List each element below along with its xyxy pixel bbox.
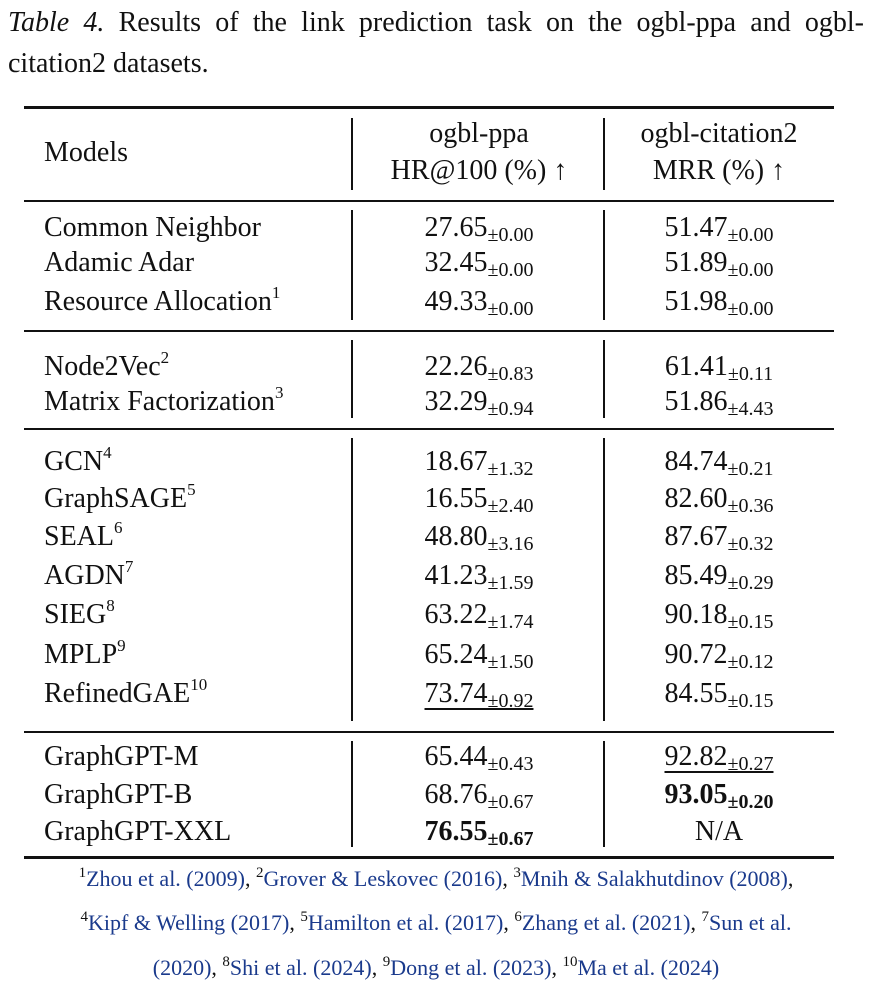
citation2-value-cell — [605, 212, 833, 246]
model-name: Resource Allocation — [44, 286, 272, 317]
metric-mean: 84.74 — [664, 446, 728, 477]
ppa-value-cell — [354, 386, 604, 420]
separator: , — [289, 910, 301, 935]
model-name: SIEG — [44, 599, 107, 630]
citation2-value-cell — [605, 286, 833, 320]
bottom-rule — [24, 856, 834, 859]
metric-std: ±0.00 — [727, 224, 774, 246]
citation2-value-cell — [605, 521, 833, 555]
metric-std: ±2.40 — [487, 495, 534, 517]
header-citation2-metric: MRR (%) ↑ — [652, 155, 786, 186]
fn-mark-5: 5 — [300, 909, 308, 925]
metric-mean: 41.23 — [424, 560, 488, 591]
metric-mean: 32.45 — [424, 247, 488, 278]
ppa-value-cell — [354, 212, 604, 246]
separator: , — [211, 955, 223, 980]
metric-mean: 51.89 — [664, 247, 728, 278]
separator: , — [502, 866, 514, 891]
model-name-cell — [44, 675, 208, 710]
metric-std: ±0.67 — [487, 791, 534, 813]
caption-label: Table 4. — [8, 7, 105, 38]
footnote-marker: 2 — [160, 348, 170, 367]
metric-value — [664, 351, 774, 385]
citation2-value-cell — [605, 351, 833, 385]
footnotes-2 — [8, 910, 864, 936]
fn-mark-9: 9 — [382, 954, 391, 970]
model-name: GraphGPT-XXL — [44, 816, 232, 847]
fn-mark-7: 7 — [701, 909, 709, 925]
metric-mean: 22.26 — [424, 351, 488, 382]
metric-value — [664, 741, 774, 775]
fn-mark-1: 1 — [78, 865, 87, 881]
model-name-cell — [44, 247, 194, 279]
fn-mark-3: 3 — [513, 865, 521, 881]
metric-value — [424, 779, 534, 813]
metric-std: ±0.15 — [727, 690, 774, 712]
metric-std: ±0.29 — [727, 572, 774, 594]
metric-std: ±1.59 — [487, 572, 534, 594]
metric-mean: 18.67 — [424, 446, 488, 477]
citation2-value-cell — [605, 779, 833, 813]
metric-mean: 65.44 — [424, 741, 488, 772]
model-name-cell — [44, 348, 170, 383]
ref-link-7-year[interactable]: (2020) — [152, 955, 212, 980]
metric-std: ±1.32 — [487, 458, 534, 480]
metric-value — [424, 386, 534, 420]
ppa-value-cell — [354, 446, 604, 480]
metric-mean: 76.55 — [424, 816, 488, 847]
col-separator-1 — [351, 210, 353, 320]
metric-mean: 85.49 — [664, 560, 728, 591]
ppa-value-cell — [354, 779, 604, 813]
metric-mean: 63.22 — [424, 599, 488, 630]
fn-mark-10: 10 — [562, 954, 578, 970]
metric-value — [424, 351, 534, 385]
group-rule-3 — [24, 731, 834, 733]
metric-std: ±1.74 — [487, 611, 534, 633]
metric-value — [664, 639, 774, 673]
ppa-value-cell — [354, 560, 604, 594]
model-name-cell — [44, 480, 196, 515]
fn-mark-4: 4 — [80, 909, 89, 925]
col-separator-1 — [351, 741, 353, 847]
header-citation2-name: ogbl-citation2 — [640, 118, 798, 149]
metric-mean: 82.60 — [664, 483, 728, 514]
metric-std: ±1.50 — [487, 651, 534, 673]
metric-value — [424, 483, 534, 517]
model-name-cell — [44, 443, 112, 478]
metric-std: ±0.00 — [727, 298, 774, 320]
metric-std: ±0.94 — [487, 398, 534, 420]
metric-value — [424, 816, 534, 850]
metric-value — [424, 247, 534, 281]
top-rule — [24, 106, 834, 109]
ppa-value-cell — [354, 286, 604, 320]
table-caption — [8, 2, 864, 84]
ppa-value-cell — [354, 816, 604, 850]
model-name: Node2Vec — [44, 351, 161, 382]
header-models: Models — [44, 137, 128, 168]
metric-value — [664, 446, 774, 480]
metric-mean: 51.47 — [664, 212, 728, 243]
metric-mean: 90.18 — [664, 599, 728, 630]
citation2-value-cell — [605, 247, 833, 281]
separator: , — [503, 910, 515, 935]
metric-value — [664, 779, 774, 813]
model-name-cell — [44, 816, 231, 848]
footnote-marker: 10 — [190, 675, 208, 694]
footnote-marker: 5 — [187, 480, 196, 499]
model-name: Adamic Adar — [44, 247, 195, 278]
metric-std: ±0.00 — [487, 298, 534, 320]
separator: , — [371, 955, 383, 980]
model-name-cell — [44, 383, 284, 418]
model-name: GraphSAGE — [44, 483, 188, 514]
metric-value — [664, 286, 774, 320]
footnote-line-3 — [8, 955, 864, 981]
model-name: MPLP — [44, 639, 118, 670]
citation2-value-cell — [605, 483, 833, 517]
metric-value — [664, 247, 774, 281]
model-name-cell — [44, 636, 126, 671]
footnote-line-1 — [8, 866, 864, 892]
ref-link-8[interactable]: Shi et al. (2024) — [229, 955, 372, 980]
metric-mean: 61.41 — [664, 351, 728, 382]
footnote-marker: 9 — [117, 636, 126, 655]
group-rule-1 — [24, 330, 834, 332]
metric-mean: 92.82 — [664, 741, 728, 772]
footnote-marker: 3 — [274, 383, 284, 402]
ref-link-9[interactable]: Dong et al. (2023) — [390, 955, 552, 980]
citation2-value-cell — [605, 446, 833, 480]
model-name-cell — [44, 741, 199, 773]
col-separator-1 — [351, 118, 353, 190]
metric-std: ±0.00 — [487, 224, 534, 246]
metric-value — [664, 483, 774, 517]
footnote-marker: 4 — [103, 443, 112, 462]
model-name: RefinedGAE — [44, 678, 191, 709]
ref-link-6[interactable]: Zhang et al. (2021) — [521, 910, 691, 935]
header-ppa-metric: HR@100 (%) ↑ — [390, 155, 568, 186]
metric-std: ±3.16 — [487, 533, 534, 555]
metric-std: ±0.83 — [487, 363, 534, 385]
separator: , — [787, 866, 794, 891]
metric-value — [424, 678, 534, 712]
footnotes-3 — [8, 955, 864, 981]
citation2-value-cell — [605, 816, 833, 848]
metric-mean: 48.80 — [424, 521, 488, 552]
metric-mean: 65.24 — [424, 639, 488, 670]
metric-std: ±0.15 — [727, 611, 774, 633]
model-name: GraphGPT-B — [44, 779, 193, 810]
metric-mean: N/A — [694, 816, 744, 847]
metric-value — [424, 560, 534, 594]
citation2-value-cell — [605, 639, 833, 673]
metric-value — [424, 286, 534, 320]
metric-mean: 16.55 — [424, 483, 488, 514]
metric-mean: 68.76 — [424, 779, 488, 810]
metric-std: ±0.20 — [727, 791, 774, 813]
model-name-cell — [44, 557, 134, 592]
ref-link-3[interactable]: Mnih & Salakhutdinov (2008) — [520, 866, 788, 891]
metric-mean: 73.74 — [424, 678, 488, 709]
metric-mean: 32.29 — [424, 386, 488, 417]
citation2-value-cell — [605, 599, 833, 633]
fn-mark-2: 2 — [255, 865, 264, 881]
metric-mean: 84.55 — [664, 678, 728, 709]
footnote-marker: 8 — [106, 596, 115, 615]
metric-mean: 93.05 — [664, 779, 728, 810]
ref-link-2[interactable]: Grover & Leskovec (2016) — [263, 866, 503, 891]
separator: , — [244, 866, 256, 891]
metric-std: ±0.92 — [487, 690, 534, 712]
citation2-value-cell — [605, 560, 833, 594]
metric-value — [424, 599, 534, 633]
metric-mean: 49.33 — [424, 286, 488, 317]
footnotes — [8, 866, 864, 892]
ref-link-5[interactable]: Hamilton et al. (2017) — [307, 910, 504, 935]
metric-std: ±0.27 — [727, 753, 774, 775]
ppa-value-cell — [354, 678, 604, 712]
ref-link-10[interactable]: Ma et al. (2024) — [577, 955, 720, 980]
metric-value — [664, 212, 774, 246]
footnote-marker: 1 — [271, 283, 281, 302]
ref-link-4[interactable]: Kipf & Welling (2017) — [88, 910, 290, 935]
footnote-marker: 7 — [124, 557, 134, 576]
ppa-value-cell — [354, 599, 604, 633]
ppa-value-cell — [354, 521, 604, 555]
metric-std: ±0.00 — [727, 259, 774, 281]
metric-std: ±0.36 — [727, 495, 774, 517]
ref-link-1[interactable]: Zhou et al. (2009) — [86, 866, 245, 891]
model-name-cell — [44, 518, 123, 553]
metric-value — [664, 560, 774, 594]
col-separator-1 — [351, 438, 353, 721]
metric-value — [424, 212, 534, 246]
metric-value — [424, 741, 534, 775]
metric-mean: 90.72 — [664, 639, 728, 670]
model-name: AGDN — [44, 560, 125, 591]
metric-std: ±0.11 — [727, 363, 774, 385]
header-rule — [24, 200, 834, 202]
metric-std: ±0.21 — [727, 458, 774, 480]
ppa-value-cell — [354, 247, 604, 281]
model-name: Matrix Factorization — [44, 386, 275, 417]
model-name: SEAL — [44, 521, 114, 552]
metric-mean: 51.86 — [664, 386, 728, 417]
model-name-cell — [44, 212, 261, 244]
metric-mean: 51.98 — [664, 286, 728, 317]
metric-std: ±0.43 — [487, 753, 534, 775]
metric-std: ±0.67 — [487, 828, 534, 850]
footnote-marker: 6 — [114, 518, 123, 537]
ppa-value-cell — [354, 351, 604, 385]
metric-std: ±0.12 — [727, 651, 774, 673]
metric-value — [664, 386, 774, 420]
model-name-cell — [44, 283, 281, 318]
fn-mark-6: 6 — [514, 909, 522, 925]
header-ppa-name: ogbl-ppa — [429, 118, 529, 149]
ppa-value-cell — [354, 639, 604, 673]
metric-mean: 87.67 — [664, 521, 728, 552]
metric-std: ±4.43 — [727, 398, 774, 420]
fn-mark-8: 8 — [222, 954, 230, 970]
citation2-value-cell — [605, 386, 833, 420]
metric-value — [664, 599, 774, 633]
separator: , — [690, 910, 702, 935]
model-name-cell — [44, 596, 115, 631]
metric-value — [695, 816, 743, 847]
metric-std: ±0.32 — [727, 533, 774, 555]
ppa-value-cell — [354, 741, 604, 775]
group-rule-2 — [24, 428, 834, 430]
caption-text: Results of the link prediction task on the ogbl-ppa and ogbl-citation2 datasets. — [8, 7, 864, 79]
metric-value — [424, 446, 534, 480]
footnote-line-2 — [8, 910, 864, 936]
model-name: GCN — [44, 446, 104, 477]
citation2-value-cell — [605, 678, 833, 712]
citation2-value-cell — [605, 741, 833, 775]
model-name-cell — [44, 779, 192, 811]
model-name: GraphGPT-M — [44, 741, 199, 772]
metric-value — [664, 521, 774, 555]
ppa-value-cell — [354, 483, 604, 517]
metric-std: ±0.00 — [487, 259, 534, 281]
model-name: Common Neighbor — [44, 212, 261, 243]
separator: , — [551, 955, 563, 980]
col-separator-1 — [351, 340, 353, 418]
metric-value — [424, 639, 534, 673]
metric-value — [424, 521, 534, 555]
ref-link-7[interactable]: Sun et al. — [708, 910, 792, 935]
metric-mean: 27.65 — [424, 212, 488, 243]
metric-value — [664, 678, 774, 712]
